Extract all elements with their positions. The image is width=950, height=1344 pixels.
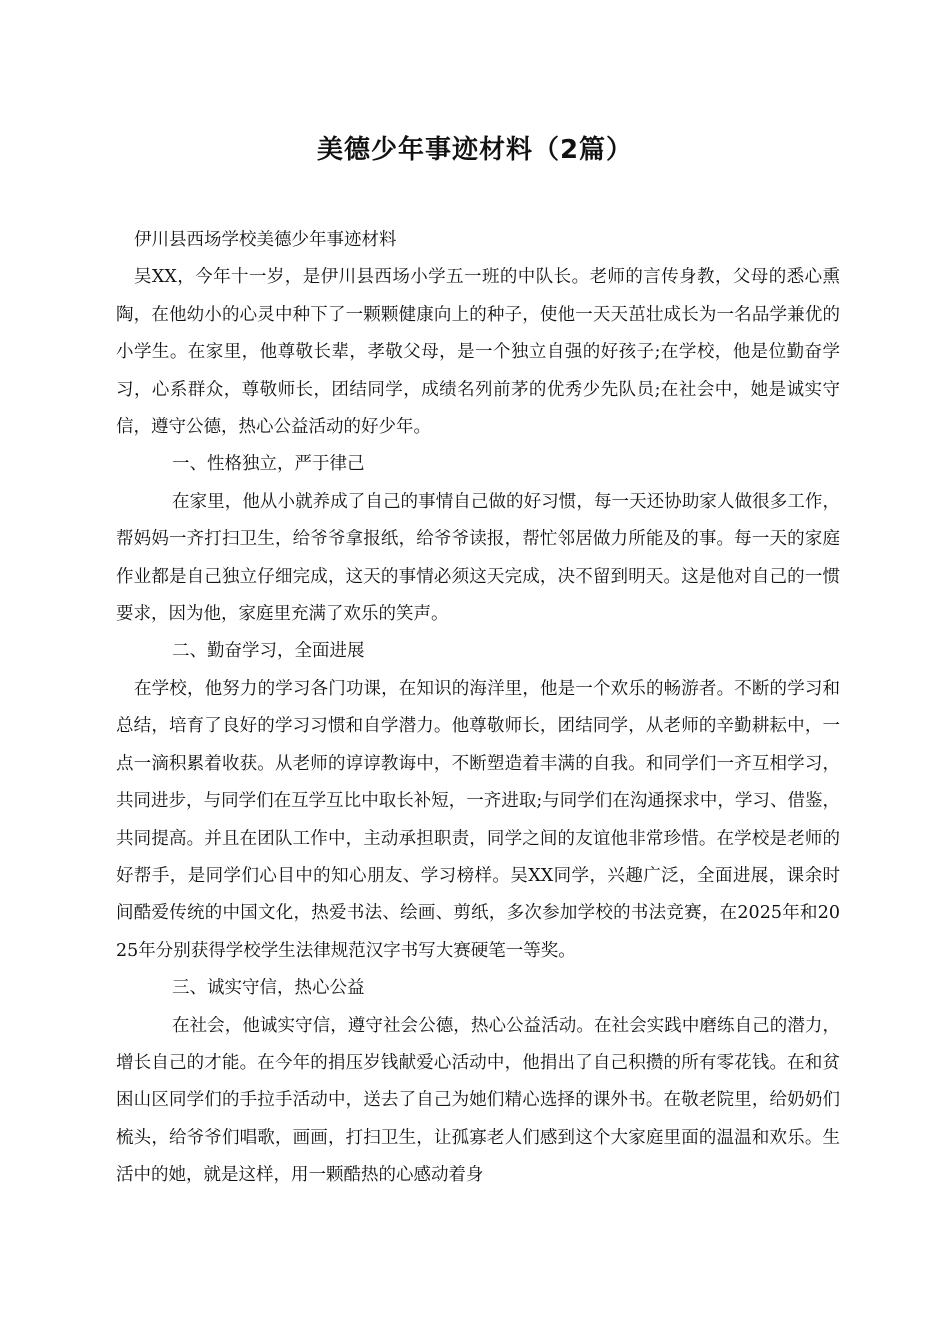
section-heading-1: 一、性格独立，严于律己 — [172, 454, 365, 475]
document-body — [116, 222, 840, 1195]
section-heading-2: 二、勤奋学习，全面进展 — [172, 641, 365, 662]
paragraph-2: 在学校，他努力的学习各门功课，在知识的海洋里，他是一个欢乐的畅游者。不断的学习和总结，培育了良好的学习习惯和自学潜力。他尊敬师长，团结同学，从老师的辛勤耕耘中，一点一滴积累着收获。从老师的谆谆教诲中，不断塑造着丰满的自我。和同学们一齐互相学习，共同进步，与同学们在互学互比中取长补短，一齐进取;与同学们在沟通探求中，学习、借鉴，共同提高。并且在团队工作中，主动承担职责，同学之间的友谊他非常珍惜。在学校是老师的好帮手，是同学们心目中的知心朋友、学习榜样。吴XX同学，兴趣广泛，全面进展，课余时间酷爱传统的中国文化，热爱书法、绘画、剪纸，多次参加学校的书法竞赛，在2025年和2025年分别获得学校学生法律规范汉字书写大赛硬笔一等奖。 — [116, 678, 840, 961]
section-heading-3: 三、诚实守信，热心公益 — [172, 978, 365, 999]
document-subtitle: 伊川县西场学校美德少年事迹材料 — [134, 230, 397, 250]
document-title: 美德少年事迹材料（2篇） — [316, 135, 634, 165]
paragraph-intro: 吴XX，今年十一岁，是伊川县西场小学五一班的中队长。老师的言传身教，父母的悉心熏陶，在他幼小的心灵中种下了一颗颗健康向上的种子，使他一天天茁壮成长为一名品学兼优的小学生。在家里，他尊敬长辈，孝敬父母，是一个独立自强的好孩子;在学校，他是位勤奋学习，心系群众，尊敬师长，团结同学，成绩名列前茅的优秀少先队员;在社会中，她是诚实守信，遵守公德，热心公益活动的好少年。 — [116, 267, 840, 438]
paragraph-1: 在家里，他从小就养成了自己的事情自己做的好习惯，每一天还协助家人做很多工作，帮妈妈一齐打扫卫生，给爷爷拿报纸，给爷爷读报，帮忙邻居做力所能及的事。每一天的家庭作业都是自己独立仔细完成，这天的事情必须这天完成，决不留到明天。这是他对自己的一惯要求，因为他，家庭里充满了欢乐的笑声。 — [116, 491, 840, 625]
paragraph-3: 在社会，他诚实守信，遵守社会公德，热心公益活动。在社会实践中磨练自己的潜力，增长自己的才能。在今年的捐压岁钱献爱心活动中，他捐出了自己积攒的所有零花钱。在和贫困山区同学们的手拉手活动中，送去了自己为她们精心选择的课外书。在敬老院里，给奶奶们梳头，给爷爷们唱歌，画画，打扫卫生，让孤寡老人们感到这个大家庭里面的温温和欢乐。生活中的她，就是这样，用一颗酷热的心感动着身 — [116, 1015, 840, 1186]
